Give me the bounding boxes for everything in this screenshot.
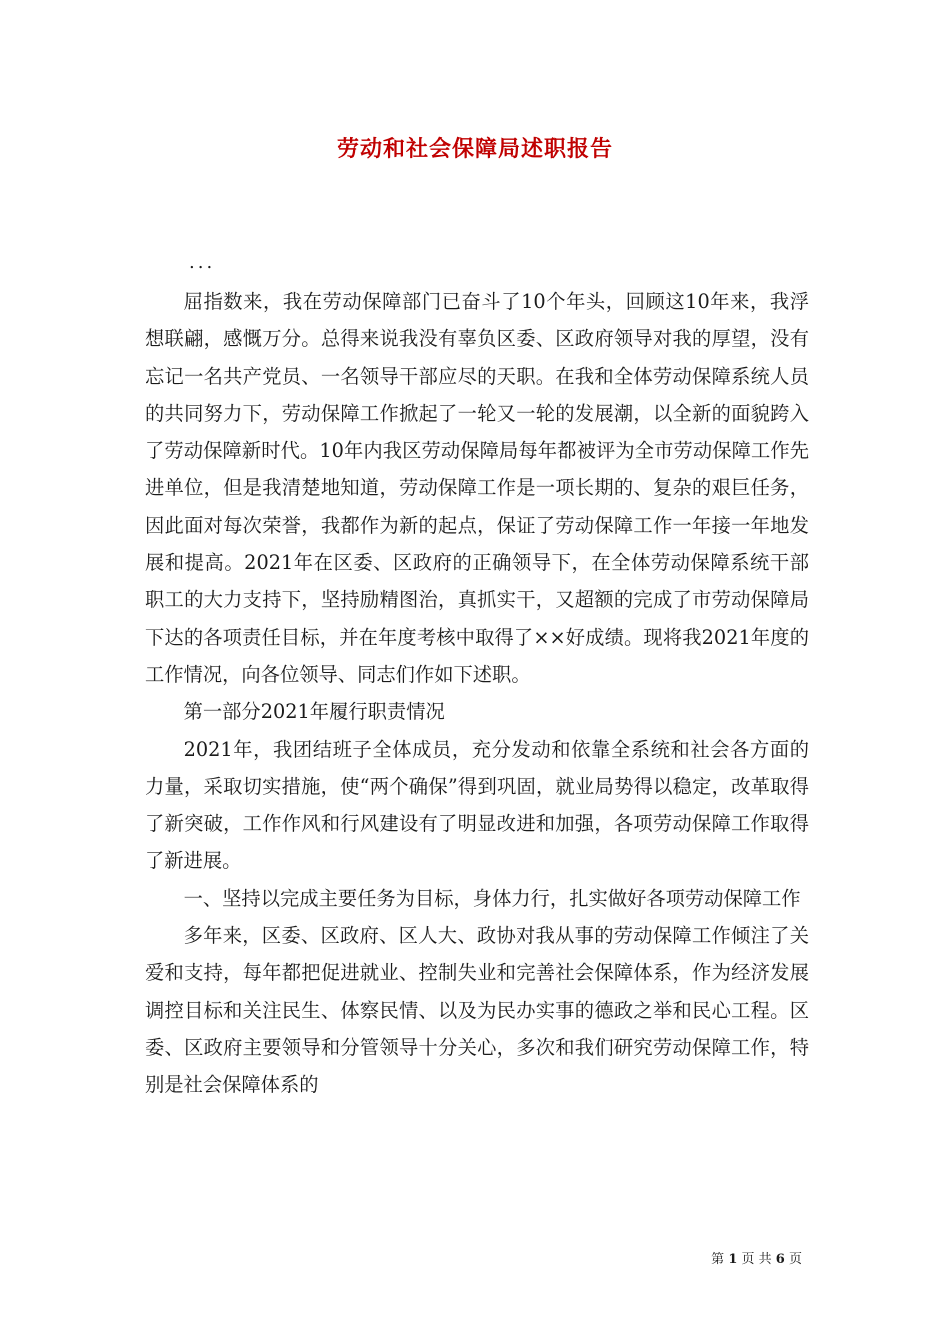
document-title: 劳动和社会保障局述职报告 xyxy=(336,136,613,162)
paragraph-summary: 2021年，我团结班子全体成员，充分发动和依靠全系统和社会各方面的力量，采取切实措施，使“两个确保”得到巩固，就业局势得以稳定，改革取得了新突破，工作作风和行风建设有了明显改进和加强，各项劳动保障工作取得了新进展。 xyxy=(145,737,809,873)
footer-middle: 页 共 xyxy=(741,1252,772,1267)
paragraph-subheading: 一、坚持以完成主要任务为目标，身体力行，扎实做好各项劳动保障工作 xyxy=(183,886,801,910)
paragraph-intro: 屈指数来，我在劳动保障部门已奋斗了10个年头，回顾这10年来，我浮想联翩，感慨万分。总得来说我没有辜负区委、区政府领导对我的厚望，没有忘记一名共产党员、一名领导干部应尽的天职。在我和全体劳动保障系统人员的共同努力下，劳动保障工作掀起了一轮又一轮的发展潮，以全新的面貌跨入了劳动保障新时代。10年内我区劳动保障局每年都被评为全市劳动保障工作先进单位，但是我清楚地知道，劳动保障工作是一项长期的、复杂的艰巨任务，因此面对每次荣誉，我都作为新的起点，保证了劳动保障工作一年接一年地发展和提高。2021年在区委、区政府的正确领导下，在全体劳动保障系统干部职工的大力支持下，坚持励精图治，真抓实干，又超额的完成了市劳动保障局下达的各项责任目标，并在年度考核中取得了××好成绩。现将我2021年度的工作情况，向各位领导、同志们作如下述职。 xyxy=(145,290,809,686)
page-footer xyxy=(711,1248,802,1267)
footer-suffix: 页 xyxy=(788,1252,802,1267)
footer-current-page: 1 xyxy=(728,1252,738,1267)
paragraph-detail: 多年来，区委、区政府、区人大、政协对我从事的劳动保障工作倾注了关爱和支持，每年都把促进就业、控制失业和完善社会保障体系，作为经济发展调控目标和关注民生、体察民情、以及为民办实事的德政之举和民心工程。区委、区政府主要领导和分管领导十分关心，多次和我们研究劳动保障工作，特别是社会保障体系的 xyxy=(145,924,809,1097)
footer-prefix: 第 xyxy=(711,1252,725,1267)
ellipsis-marker: ... xyxy=(189,252,216,273)
document-body xyxy=(145,283,809,1104)
paragraph-section-heading: 第一部分2021年履行职责情况 xyxy=(183,700,445,724)
footer-total-pages: 6 xyxy=(775,1252,785,1267)
